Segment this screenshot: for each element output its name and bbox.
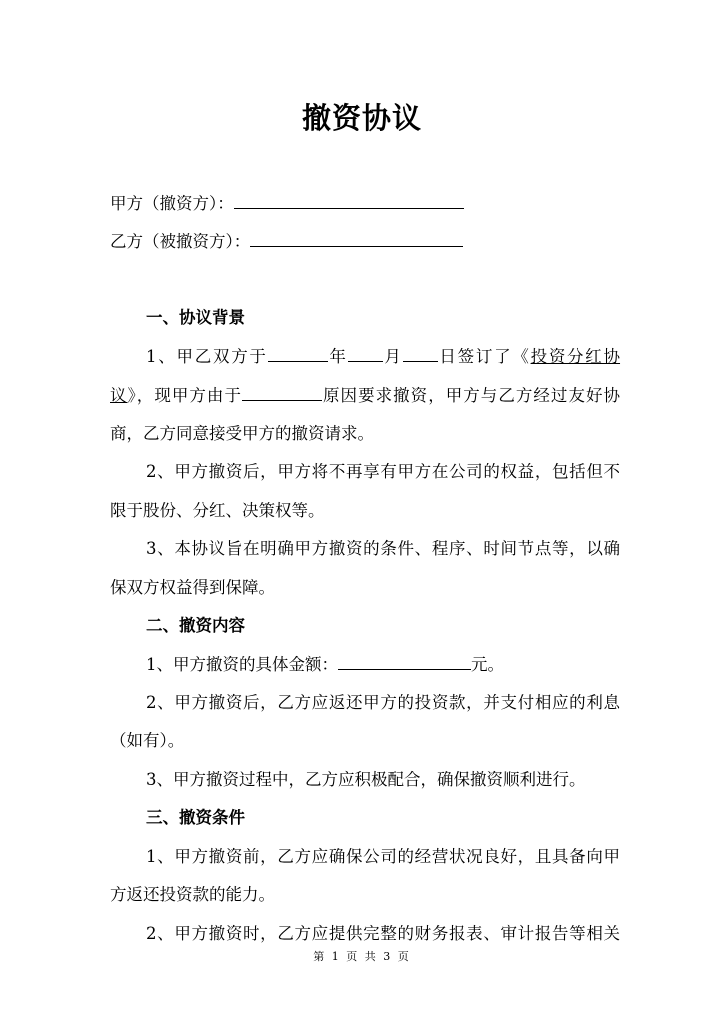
party-b-line [110, 229, 620, 254]
reason-blank[interactable] [242, 383, 322, 401]
agreement-name-part2: 议 [110, 386, 128, 405]
amount-blank[interactable] [338, 652, 471, 670]
day-blank[interactable] [403, 344, 438, 362]
party-a-line [110, 191, 620, 216]
sec1-p2-line2: 限于股份、分红、决策权等。 [110, 501, 325, 520]
document-title: 撤资协议 [301, 101, 422, 135]
sec1-p1-line2: 议》，现甲方由于 原因要求撤资，甲方与乙方经过友好协 [110, 383, 620, 408]
section-3-heading: 三、撤资条件 [146, 808, 245, 827]
sec3-p1-line1: 1、甲方撤资前，乙方应确保公司的经营状况良好，且具备向甲 [146, 847, 620, 866]
section-1-heading: 一、协议背景 [146, 308, 245, 327]
sec1-p3-line2: 保双方权益得到保障。 [110, 578, 275, 597]
month-blank[interactable] [348, 344, 383, 362]
sec2-p3-line1: 3、甲方撤资过程中，乙方应积极配合，确保撤资顺利进行。 [146, 770, 586, 789]
sec2-p2-line1: 2、甲方撤资后，乙方应返还甲方的投资款，并支付相应的利息 [146, 693, 620, 712]
party-b-label: 乙方（被撤资方）： [110, 232, 251, 251]
sec2-p2-line2: （如有）。 [110, 731, 185, 750]
sec3-p1-line2: 方返还投资款的能力。 [110, 885, 275, 904]
sec1-p3-line1: 3、本协议旨在明确甲方撤资的条件、程序、时间节点等，以确 [146, 539, 620, 558]
sec1-p1-line1: 1、甲乙双方于 年 月 日签订了《投资分红协 [146, 344, 620, 369]
party-a-blank[interactable] [234, 191, 464, 209]
sec1-p1-line3: 商，乙方同意接受甲方的撤资请求。 [110, 424, 374, 443]
party-a-label: 甲方（撤资方）： [110, 194, 234, 213]
sec2-p1-line1: 1、甲方撤资的具体金额： 元。 [146, 652, 620, 677]
page-footer: 第 1 页 共 3 页 [313, 950, 411, 963]
sec3-p2-line1: 2、甲方撤资时，乙方应提供完整的财务报表、审计报告等相关 [146, 924, 620, 943]
year-blank[interactable] [268, 344, 328, 362]
party-b-blank[interactable] [250, 229, 463, 247]
agreement-name-part1: 投资分红协 [530, 347, 621, 366]
sec1-p2-line1: 2、甲方撤资后，甲方将不再享有甲方在公司的权益，包括但不 [146, 462, 620, 481]
section-2-heading: 二、撤资内容 [146, 616, 245, 635]
